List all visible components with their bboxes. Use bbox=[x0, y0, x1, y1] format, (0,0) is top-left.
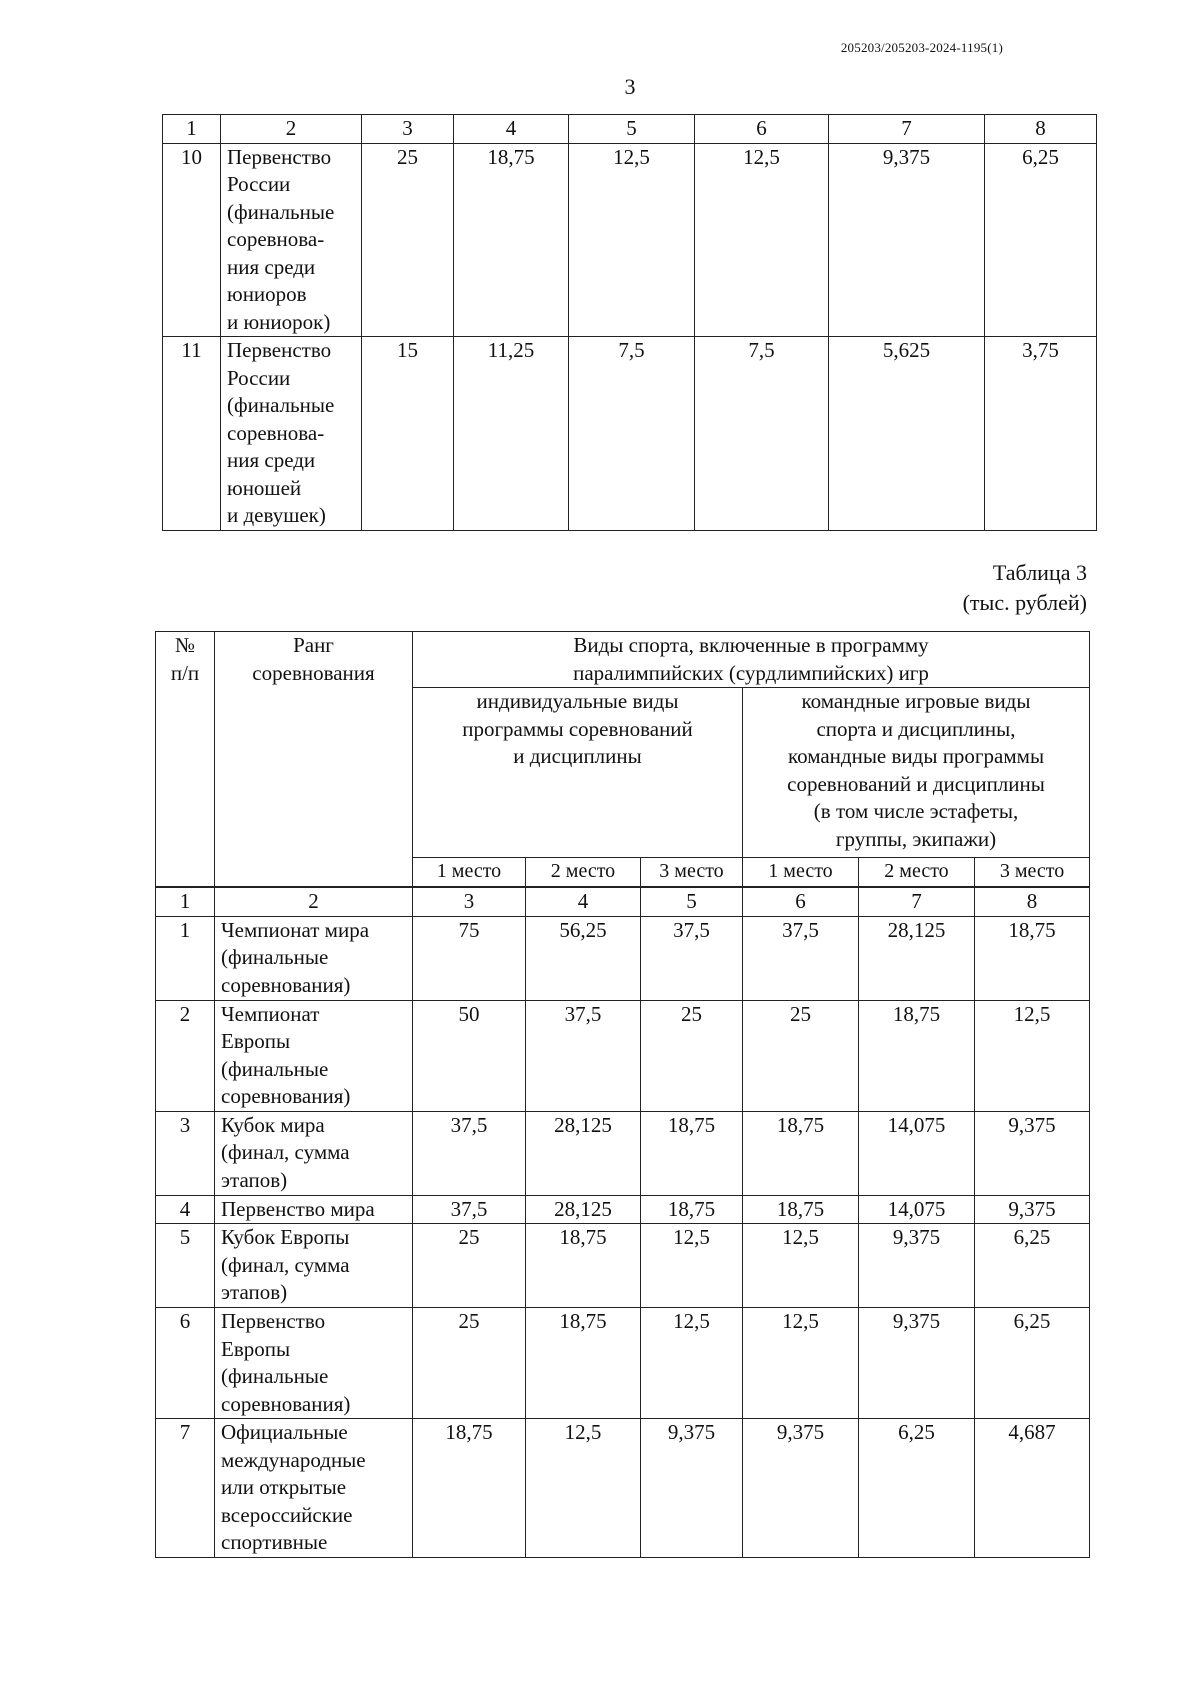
value-cell: 4,687 bbox=[975, 1419, 1090, 1558]
col-number: 3 bbox=[362, 115, 454, 144]
value-cell: 37,5 bbox=[526, 1000, 641, 1111]
competition-rank: Официальные международные или открытые всероссийские спортивные bbox=[215, 1419, 413, 1558]
competition-rank: Кубок мира (финал, сумма этапов) bbox=[215, 1111, 413, 1195]
value-cell: 9,375 bbox=[859, 1224, 975, 1308]
header-place: 2 место bbox=[859, 858, 975, 887]
value-cell: 56,25 bbox=[526, 916, 641, 1000]
value-cell: 9,375 bbox=[859, 1308, 975, 1419]
value-cell: 7,5 bbox=[569, 337, 695, 531]
value-cell: 37,5 bbox=[641, 916, 743, 1000]
table-3-caption: Таблица 3 bbox=[992, 560, 1087, 585]
header-place: 3 место bbox=[641, 858, 743, 887]
table-3-header bbox=[155, 631, 1090, 887]
value-cell: 9,375 bbox=[743, 1419, 859, 1558]
header-sports: Виды спорта, включенные в программу паралимпийских (сурдлимпийских) игр bbox=[413, 632, 1090, 688]
row-number: 1 bbox=[156, 916, 215, 1000]
header-individual: индивидуальные виды программы соревнований и дисциплины bbox=[413, 688, 743, 858]
page-number: 3 bbox=[624, 74, 636, 99]
value-cell: 25 bbox=[641, 1000, 743, 1111]
col-number: 5 bbox=[641, 888, 743, 917]
row-number: 2 bbox=[156, 1000, 215, 1111]
value-cell: 11,25 bbox=[454, 337, 569, 531]
value-cell: 12,5 bbox=[743, 1224, 859, 1308]
value-cell: 9,375 bbox=[975, 1195, 1090, 1224]
col-number: 6 bbox=[743, 888, 859, 917]
competition-rank: Чемпионат мира (финальные соревнования) bbox=[215, 916, 413, 1000]
value-cell: 37,5 bbox=[413, 1195, 526, 1224]
value-cell: 15 bbox=[362, 337, 454, 531]
table-row bbox=[163, 337, 1097, 531]
value-cell: 37,5 bbox=[413, 1111, 526, 1195]
value-cell: 28,125 bbox=[859, 916, 975, 1000]
value-cell: 9,375 bbox=[829, 143, 985, 337]
col-number: 4 bbox=[454, 115, 569, 144]
value-cell: 7,5 bbox=[695, 337, 829, 531]
value-cell: 25 bbox=[413, 1224, 526, 1308]
header-place: 1 место bbox=[743, 858, 859, 887]
table-2-column-numbers bbox=[163, 115, 1097, 144]
value-cell: 12,5 bbox=[641, 1308, 743, 1419]
value-cell: 6,25 bbox=[985, 143, 1097, 337]
table-row bbox=[156, 1195, 1090, 1224]
table-3-column-numbers bbox=[156, 888, 1090, 917]
value-cell: 18,75 bbox=[859, 1000, 975, 1111]
value-cell: 12,5 bbox=[569, 143, 695, 337]
value-cell: 18,75 bbox=[526, 1224, 641, 1308]
value-cell: 18,75 bbox=[743, 1195, 859, 1224]
value-cell: 12,5 bbox=[526, 1419, 641, 1558]
header-rank: Ранг соревнования bbox=[215, 632, 413, 887]
value-cell: 12,5 bbox=[641, 1224, 743, 1308]
value-cell: 18,75 bbox=[413, 1419, 526, 1558]
header-number: № п/п bbox=[156, 632, 215, 887]
col-number: 8 bbox=[985, 115, 1097, 144]
value-cell: 6,25 bbox=[975, 1308, 1090, 1419]
value-cell: 14,075 bbox=[859, 1195, 975, 1224]
col-number: 6 bbox=[695, 115, 829, 144]
competition-rank: Чемпионат Европы (финальные соревнования) bbox=[215, 1000, 413, 1111]
value-cell: 6,25 bbox=[859, 1419, 975, 1558]
competition-rank: Первенство Европы (финальные соревнования) bbox=[215, 1308, 413, 1419]
value-cell: 14,075 bbox=[859, 1111, 975, 1195]
value-cell: 9,375 bbox=[975, 1111, 1090, 1195]
value-cell: 9,375 bbox=[641, 1419, 743, 1558]
value-cell: 18,75 bbox=[641, 1195, 743, 1224]
col-number: 1 bbox=[163, 115, 221, 144]
value-cell: 50 bbox=[413, 1000, 526, 1111]
col-number: 7 bbox=[859, 888, 975, 917]
header-place: 3 место bbox=[975, 858, 1090, 887]
document-id: 205203/205203-2024-1195(1) bbox=[840, 40, 1003, 55]
table-row bbox=[163, 143, 1097, 337]
col-number: 4 bbox=[526, 888, 641, 917]
header-place: 2 место bbox=[526, 858, 641, 887]
value-cell: 25 bbox=[743, 1000, 859, 1111]
header-place: 1 место bbox=[413, 858, 526, 887]
value-cell: 28,125 bbox=[526, 1111, 641, 1195]
row-number: 7 bbox=[156, 1419, 215, 1558]
value-cell: 18,75 bbox=[975, 916, 1090, 1000]
col-number: 2 bbox=[221, 115, 362, 144]
value-cell: 37,5 bbox=[743, 916, 859, 1000]
row-number: 6 bbox=[156, 1308, 215, 1419]
value-cell: 18,75 bbox=[743, 1111, 859, 1195]
row-number: 5 bbox=[156, 1224, 215, 1308]
row-number: 10 bbox=[163, 143, 221, 337]
row-number: 11 bbox=[163, 337, 221, 531]
value-cell: 12,5 bbox=[975, 1000, 1090, 1111]
value-cell: 5,625 bbox=[829, 337, 985, 531]
table-row bbox=[156, 1308, 1090, 1419]
value-cell: 25 bbox=[413, 1308, 526, 1419]
competition-rank: Кубок Европы (финал, сумма этапов) bbox=[215, 1224, 413, 1308]
table-3-body bbox=[155, 887, 1090, 1558]
col-number: 3 bbox=[413, 888, 526, 917]
table-row bbox=[156, 1000, 1090, 1111]
value-cell: 3,75 bbox=[985, 337, 1097, 531]
value-cell: 12,5 bbox=[743, 1308, 859, 1419]
col-number: 2 bbox=[215, 888, 413, 917]
competition-rank: Первенство России (финальные соревнова- ния среди юношей и девушек) bbox=[221, 337, 362, 531]
col-number: 1 bbox=[156, 888, 215, 917]
competition-rank: Первенство России (финальные соревнова- ния среди юниоров и юниорок) bbox=[221, 143, 362, 337]
col-number: 5 bbox=[569, 115, 695, 144]
table-row bbox=[156, 916, 1090, 1000]
competition-rank: Первенство мира bbox=[215, 1195, 413, 1224]
value-cell: 28,125 bbox=[526, 1195, 641, 1224]
row-number: 4 bbox=[156, 1195, 215, 1224]
value-cell: 75 bbox=[413, 916, 526, 1000]
table-row bbox=[156, 1419, 1090, 1558]
col-number: 8 bbox=[975, 888, 1090, 917]
table-2-continuation bbox=[162, 114, 1097, 531]
value-cell: 6,25 bbox=[975, 1224, 1090, 1308]
value-cell: 18,75 bbox=[454, 143, 569, 337]
table-row bbox=[156, 1111, 1090, 1195]
row-number: 3 bbox=[156, 1111, 215, 1195]
value-cell: 25 bbox=[362, 143, 454, 337]
table-row bbox=[156, 1224, 1090, 1308]
table-3-unit: (тыс. рублей) bbox=[962, 590, 1087, 615]
header-team: командные игровые виды спорта и дисциплины, командные виды программы соревнований и дисциплины (в том числе эстафеты, группы, экипажи) bbox=[743, 688, 1090, 858]
value-cell: 12,5 bbox=[695, 143, 829, 337]
value-cell: 18,75 bbox=[641, 1111, 743, 1195]
value-cell: 18,75 bbox=[526, 1308, 641, 1419]
col-number: 7 bbox=[829, 115, 985, 144]
